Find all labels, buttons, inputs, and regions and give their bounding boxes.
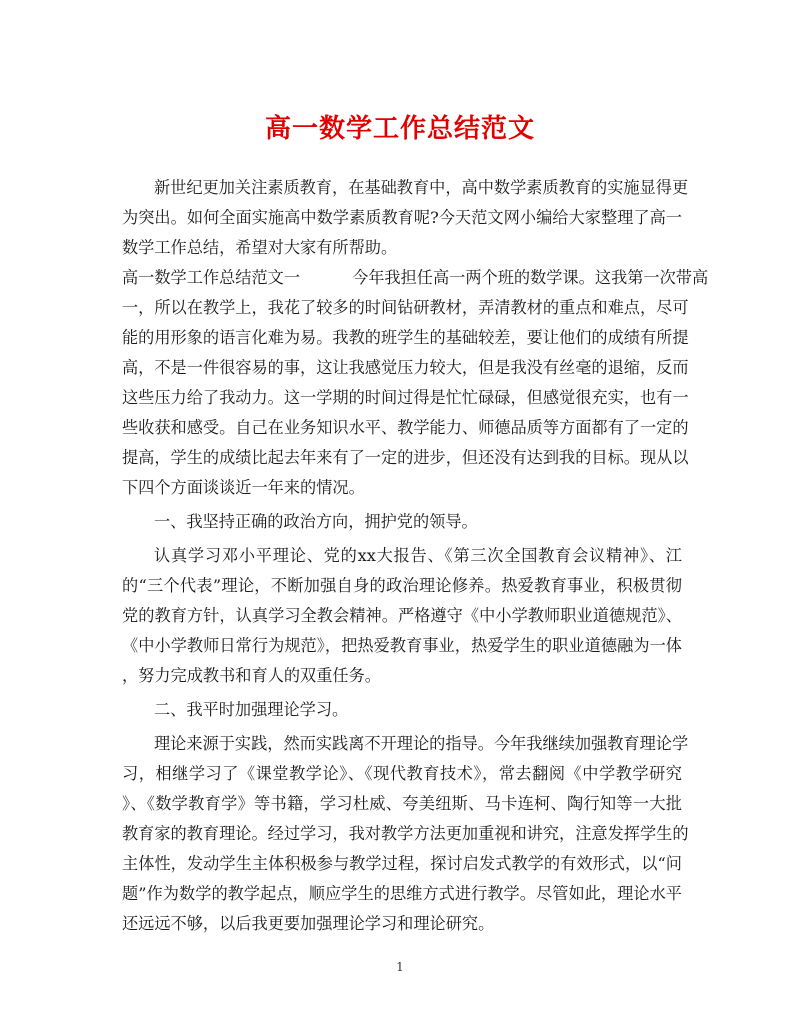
paragraph-line: 的“三个代表”理论，不断加强自身的政治理论修养。热爱教育事业，积极贯彻 xyxy=(122,576,682,595)
paragraph-line: 《中小学教师日常行为规范》，把热爱教育事业，热爱学生的职业道德融为一体 xyxy=(122,636,682,655)
paragraph-line: 高，不是一件很容易的事，这让我感觉压力较大，但是我没有丝毫的退缩，反而 xyxy=(122,358,689,377)
paragraph-line: 这些压力给了我动力。这一学期的时间过得是忙忙碌碌，但感觉很充实，也有一 xyxy=(122,388,689,407)
page-number: 1 xyxy=(396,960,404,974)
paragraph-line: 能的用形象的语言化难为易。我教的班学生的基础较差，要让他们的成绩有所提 xyxy=(122,328,689,347)
paragraph-line: 些收获和感受。自己在业务知识水平、教学能力、师德品质等方面都有了一定的 xyxy=(122,418,689,437)
document-title: 高一数学工作总结范文 xyxy=(264,114,535,144)
paragraph-line: 提高，学生的成绩比起去年来有了一定的进步，但还没有达到我的目标。现从以 xyxy=(122,448,689,467)
paragraph-line: 题”作为数学的教学起点，顺应学生的思维方式进行教学。尽管如此，理论水平 xyxy=(122,884,682,903)
paragraph-line: ，努力完成教书和育人的双重任务。 xyxy=(122,666,381,685)
paragraph-line: 理论来源于实践，然而实践离不开理论的指导。今年我继续加强教育理论学 xyxy=(154,734,689,753)
paragraph-line: 为突出。如何全面实施高中数学素质教育呢?今天范文网小编给大家整理了高一 xyxy=(122,208,682,227)
section-heading: 一、我坚持正确的政治方向，拥护党的领导。 xyxy=(154,512,478,531)
section-heading-line xyxy=(122,268,709,288)
paragraph-line: 主体性，发动学生主体积极参与教学过程，探讨启发式教学的有效形式，以“问 xyxy=(122,854,682,873)
paragraph-line: 还远远不够，以后我更要加强理论学习和理论研究。 xyxy=(122,914,495,933)
paragraph-line: 》、《数学教育学》等书籍，学习杜威、夸美纽斯、马卡连柯、陶行知等一大批 xyxy=(122,794,682,813)
paragraph-line: 数学工作总结，希望对大家有所帮助。 xyxy=(122,238,398,257)
paragraph-line: 一，所以在教学上，我花了较多的时间钻研教材，弄清教材的重点和难点，尽可 xyxy=(122,298,689,317)
paragraph-line: 认真学习邓小平理论、党的xx大报告、《第三次全国教育会议精神》、江 xyxy=(154,546,682,565)
paragraph-line: 习，相继学习了《课堂教学论》、《现代教育技术》，常去翻阅《中学教学研究 xyxy=(122,764,682,783)
paragraph-line: 下四个方面谈谈近一年来的情况。 xyxy=(122,478,365,497)
paragraph-text: 今年我担任高一两个班的数学课。这我第一次带高 xyxy=(352,268,709,287)
paragraph-line: 教育家的教育理论。经过学习，我对教学方法更加重视和讲究，注意发挥学生的 xyxy=(122,824,689,843)
section-heading: 二、我平时加强理论学习。 xyxy=(154,700,349,719)
paragraph-line: 新世纪更加关注素质教育，在基础教育中，高中数学素质教育的实施显得更 xyxy=(154,178,689,197)
section-heading: 高一数学工作总结范文一 xyxy=(122,268,301,287)
paragraph-line: 党的教育方针，认真学习全教会精神。严格遵守《中小学教师职业道德规范》、 xyxy=(122,606,682,625)
